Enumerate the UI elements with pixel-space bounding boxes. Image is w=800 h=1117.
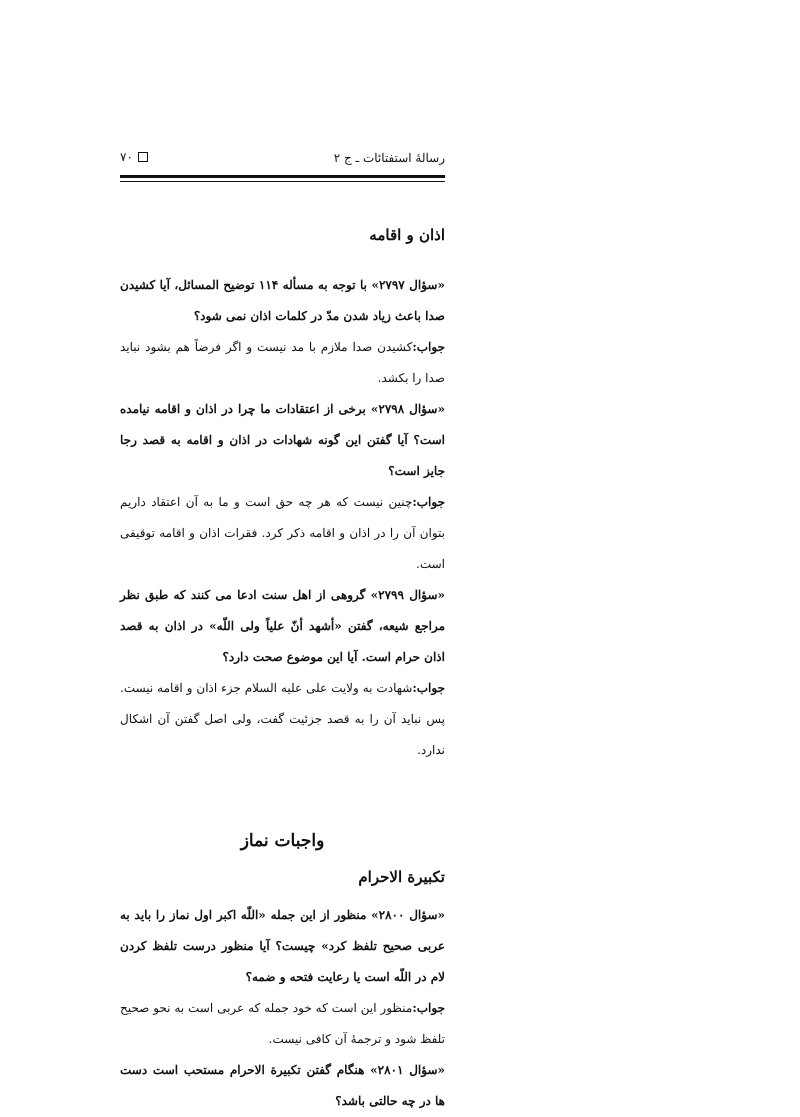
section-spacer	[120, 766, 445, 826]
question-2801: «سؤال ۲۸۰۱» هنگام گفتن تکبیرة الاحرام مستحب است دست ها در چه حالتی باشد؟	[120, 1063, 446, 1108]
running-title: رسالهٔ استفتائات ـ ج ۲	[333, 151, 445, 165]
answer-text: منظور این است که خود جمله که عربی است به نحو صحیح تلفظ شود و ترجمهٔ آن کافی نیست.	[120, 1001, 445, 1046]
page-content	[120, 222, 445, 1117]
answer-text: شهادت به ولایت علی علیه السلام جزء اذان و اقامه نیست. پس نباید آن را به قصد جزئیت گفت، ولی اصل گفتن آن اشکال ندارد.	[120, 681, 445, 757]
question-2798: «سؤال ۲۷۹۸» برخی از اعتقادات ما چرا در اذان و اقامه نیامده است؟ آیا گفتن این گونه شهادات در اذان و اقامه به قصد رجا جایز است؟	[120, 402, 445, 478]
page-header	[120, 147, 445, 173]
answer-label: جواب:	[412, 681, 445, 695]
answer-text: کشیدن صدا ملازم با مد نیست و اگر فرضاً هم بشود نباید صدا را بکشد.	[120, 340, 445, 385]
question-2797: «سؤال ۲۷۹۷» با توجه به مسأله ۱۱۴ توضیح المسائل، آیا کشیدن صدا باعث زیاد شدن مدّ در کلمات اذان نمی شود؟	[120, 278, 445, 323]
section-heading-azan: اذان و اقامه	[369, 226, 445, 244]
answer-2798	[120, 487, 445, 580]
question-2800: «سؤال ۲۸۰۰» منظور از این جمله «اللّه اکبر اول نماز را باید به عربی صحیح تلفظ کرد» چیست؟ آیا منظور درست تلفظ کردن لام در اللّه است یا رعایت فتحه و ضمه؟	[120, 908, 445, 984]
answer-label: جواب:	[412, 1001, 445, 1015]
header-rule-thin	[120, 181, 445, 182]
square-ornament-icon	[138, 152, 148, 162]
answer-label: جواب:	[412, 340, 445, 354]
answer-2797	[120, 332, 445, 394]
header-rule-thick	[120, 175, 445, 178]
answer-text: چنین نیست که هر چه حق است و ما به آن اعتقاد داریم بتوان آن را در اذان و اقامه ذکر کرد. فقرات اذان و اقامه توقیفی است.	[120, 495, 445, 571]
answer-2800	[120, 993, 445, 1055]
question-2799: «سؤال ۲۷۹۹» گروهی از اهل سنت ادعا می کنند که طبق نظر مراجع شیعه، گفتن «أشهد أنّ علیاً ولی اللّه» در اذان به قصد اذان حرام است. آیا این موضوع صحت دارد؟	[120, 588, 445, 664]
answer-label: جواب:	[412, 495, 445, 509]
page-number: ۷۰	[120, 150, 133, 164]
chapter-heading-vajebat: واجبات نماز	[240, 831, 325, 851]
page-number-group	[120, 150, 148, 164]
answer-2799	[120, 673, 445, 766]
document-page	[120, 0, 446, 1108]
section-heading-takbir: تکبیرة الاحرام	[358, 868, 445, 886]
